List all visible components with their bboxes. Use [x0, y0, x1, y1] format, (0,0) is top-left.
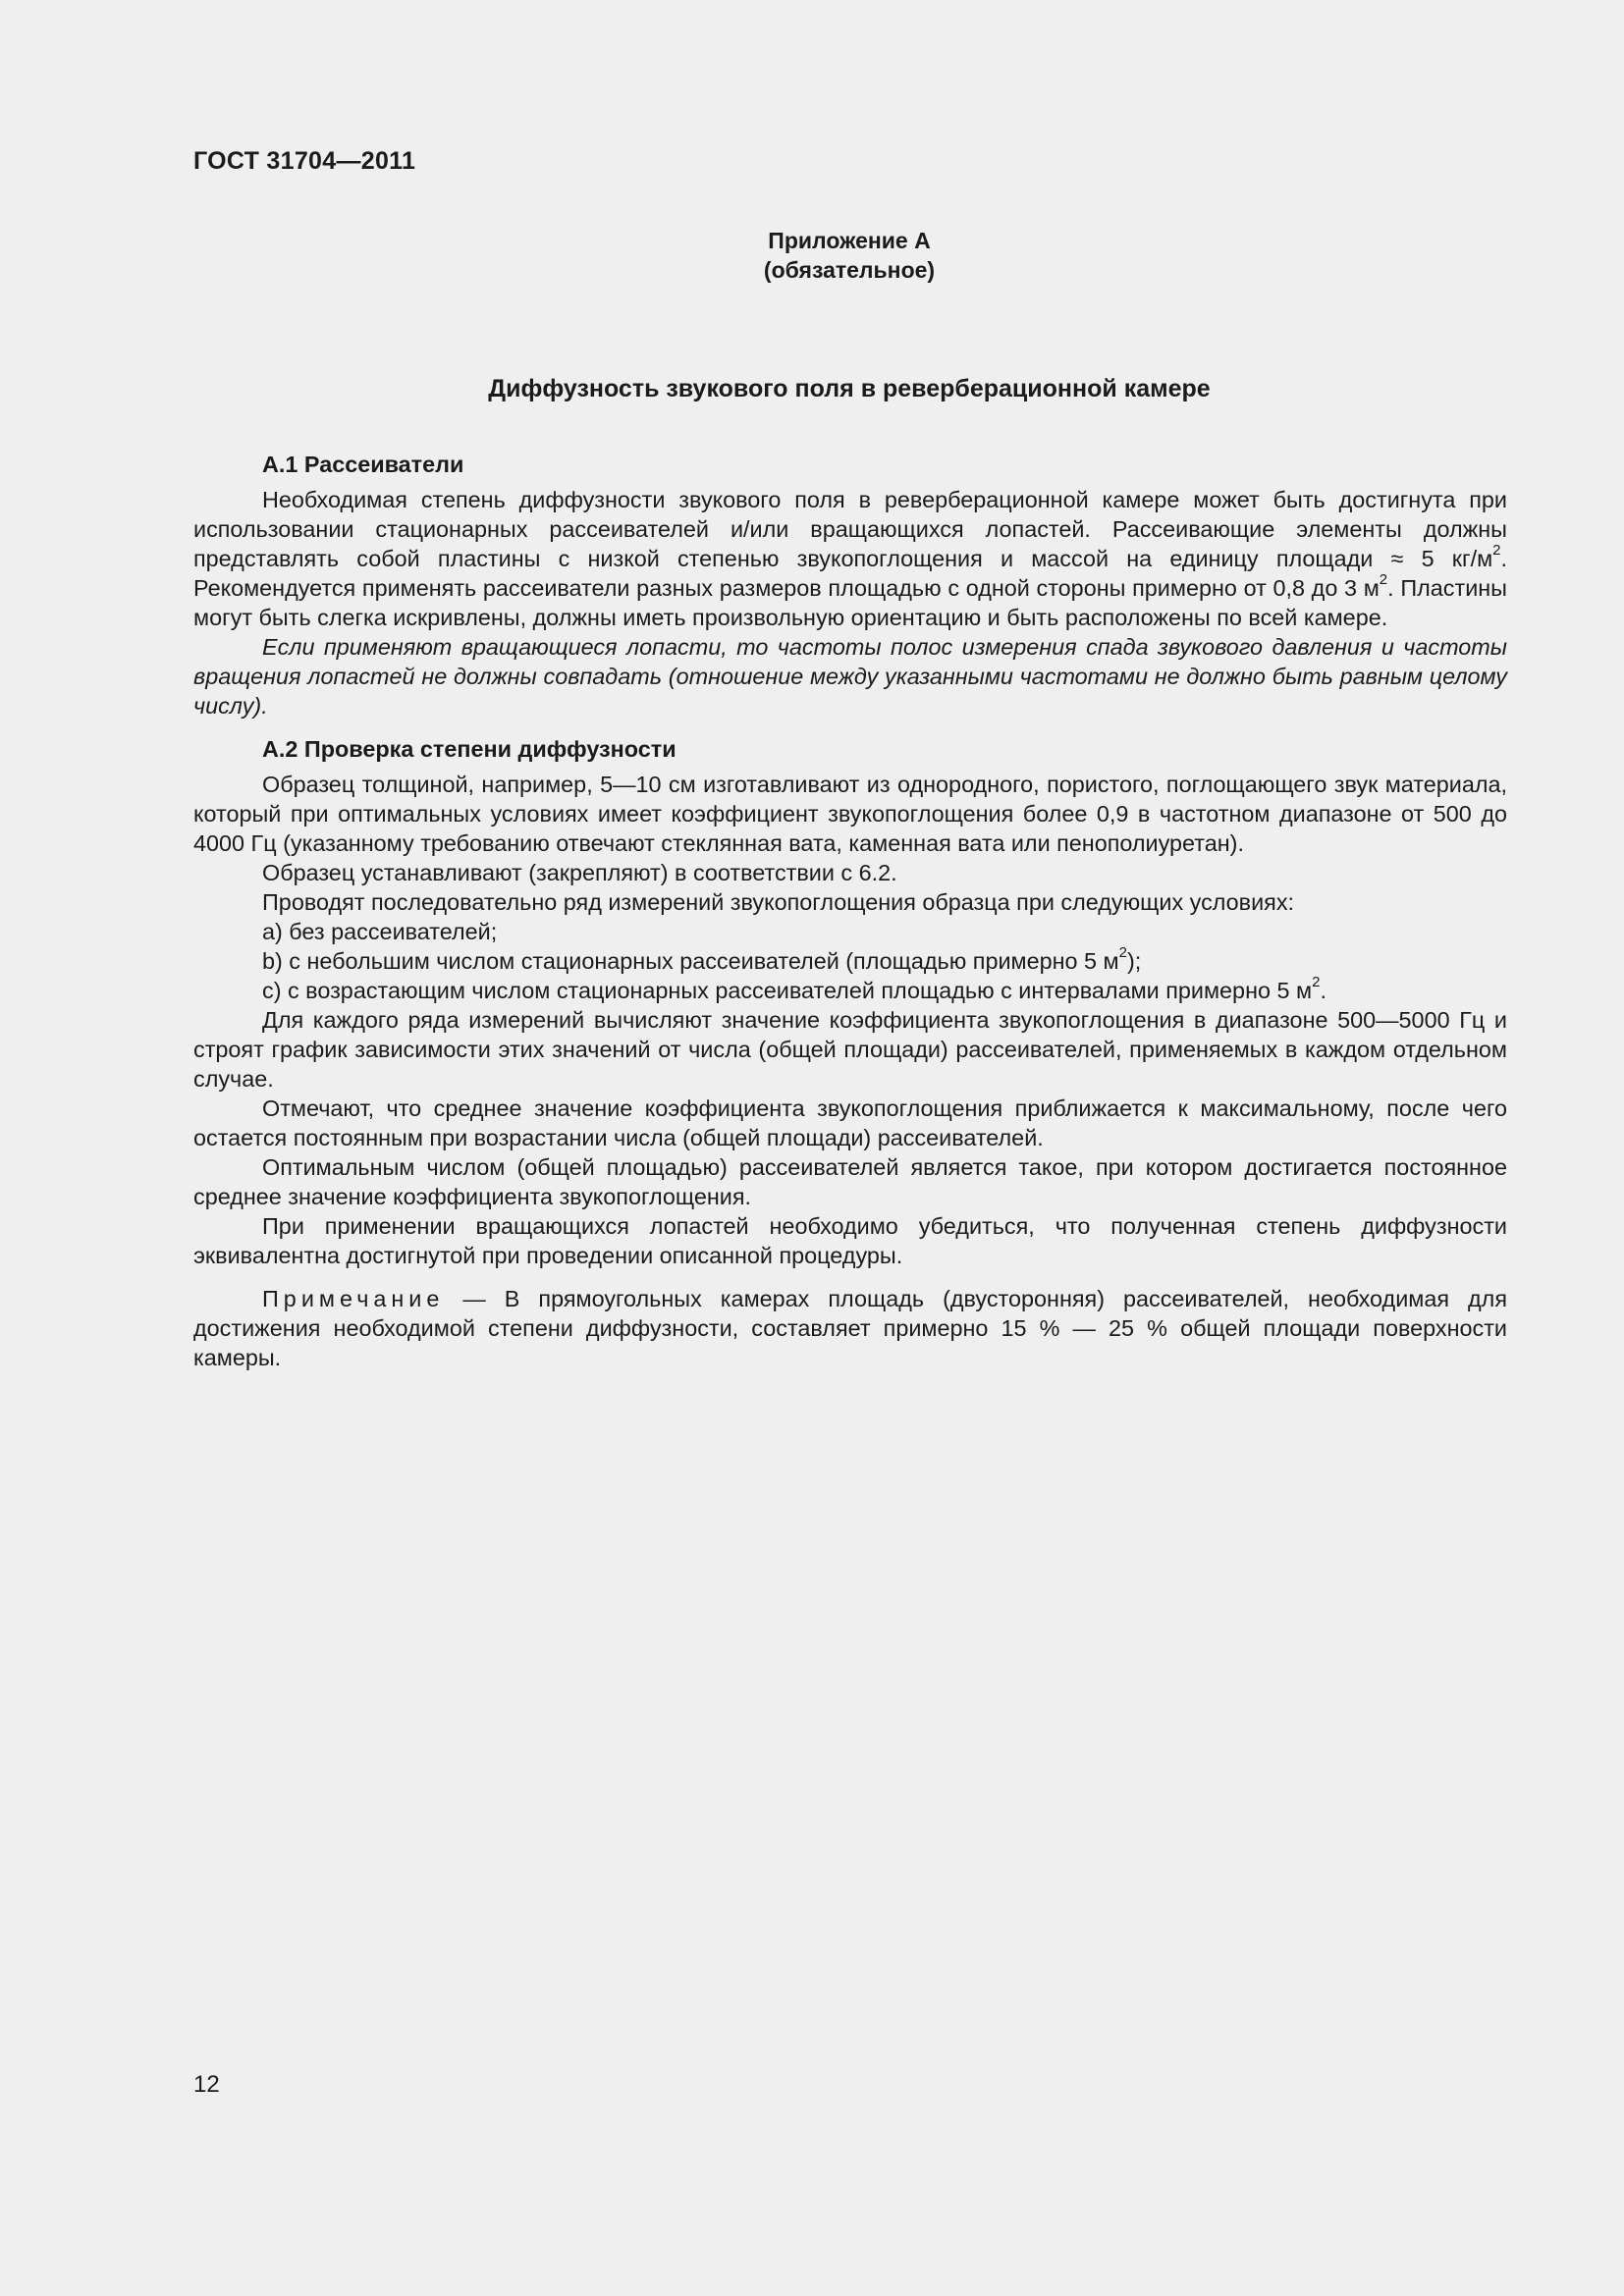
section-heading-a1: А.1 Рассеиватели — [262, 452, 464, 477]
list-item-c: с) с возрастающим числом стационарных рассеивателей площадью с интервалами примерно 5 $м^2$. — [262, 974, 1326, 1003]
appendix-status: (обязательное) — [763, 257, 936, 283]
paragraph: Проводят последовательно ряд измерений звукопоглощения образца при следующих условиях: — [262, 889, 1295, 915]
appendix-label: Приложение А — [768, 228, 931, 253]
paragraph-italic: Если применяют вращающиеся лопасти, то частоты полос измерения спада звукового давления и частоты вращения лопастей не должны совпадать (отношение между указанными частотами не должно быть равным целому числу). — [193, 634, 1507, 719]
list-item-b: b) с небольшим числом стационарных рассеивателей (площадью примерно 5 $м^2$); — [262, 944, 1142, 974]
document-code-header: ГОСТ 31704—2011 — [193, 147, 416, 175]
paragraph: Для каждого ряда измерений вычисляют значение коэффициента звукопоглощения в диапазоне 500—5000 Гц и строят график зависимости этих значений от числа (общей площади) рассеивателей, применяемых в каждом отдельном случае. — [193, 1007, 1507, 1092]
paragraph: При применении вращающихся лопастей необходимо убедиться, что полученная степень диффузности эквивалентна достигнутой при проведении описанной процедуры. — [193, 1213, 1507, 1268]
appendix-heading — [0, 226, 1624, 285]
section-heading-a2: А.2 Проверка степени диффузности — [262, 736, 677, 762]
document-body — [193, 450, 1507, 1372]
paragraph: Оптимальным числом (общей площадью) рассеивателей является такое, при котором достигается постоянное среднее значение коэффициента звукопоглощения. — [193, 1154, 1507, 1209]
paragraph: Необходимая степень диффузности звукового поля в реверберационной камере может быть достигнута при использовании стационарных рассеивателей и/или вращающихся лопастей. Рассеивающие элементы должны представлять собой пластины с низкой степенью звукопоглощения и массой на единицу площади ≈ 5 $кг/м^2$. Рекомендуется применять рассеиватели разных размеров площадью с одной стороны примерно от 0,8 до 3 $м^2$. Пластины могут быть слегка искривлены, должны иметь произвольную ориентацию и быть расположены по всей камере. — [193, 487, 1507, 630]
paragraph: Образец устанавливают (закрепляют) в соответствии с 6.2. — [262, 860, 897, 885]
page-number: 12 — [193, 2071, 220, 2098]
list-item-a: а) без рассеивателей; — [262, 919, 498, 944]
note-text: — В прямоугольных камерах площадь (двусторонняя) рассеивателей, необходимая для достижения необходимой степени диффузности, составляет примерно 15 % — 25 % общей площади поверхности камеры. — [193, 1286, 1507, 1370]
note-label: Примечание — [262, 1286, 445, 1311]
appendix-title: Диффузность звукового поля в реверберационной камере — [488, 375, 1211, 402]
paragraph: Образец толщиной, например, 5—10 см изготавливают из однородного, пористого, поглощающего звук материала, который при оптимальных условиях имеет коэффициент звукопоглощения более 0,9 в частотном диапазоне от 500 до 4000 Гц (указанному требованию отвечают стеклянная вата, каменная вата или пенополиуретан). — [193, 772, 1507, 856]
note — [193, 1284, 1507, 1372]
paragraph: Отмечают, что среднее значение коэффициента звукопоглощения приближается к максимальному, после чего остается постоянным при возрастании числа (общей площади) рассеивателей. — [193, 1095, 1507, 1150]
